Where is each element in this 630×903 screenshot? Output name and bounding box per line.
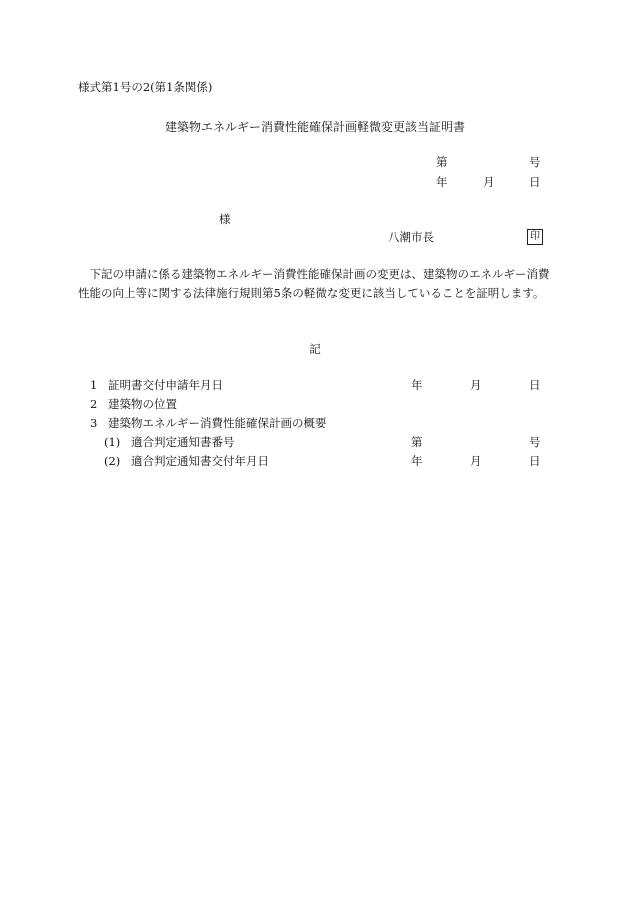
- item-number: (2): [104, 454, 121, 468]
- item-label: 適合判定通知書交付年月日: [131, 454, 269, 468]
- addressee-honorific: 様: [219, 212, 231, 226]
- item-number: (1): [104, 435, 121, 449]
- item-number-prefix: 第: [411, 435, 423, 449]
- item-year-label: 年: [411, 454, 423, 468]
- number-prefix: 第: [436, 155, 448, 169]
- item-year-label: 年: [411, 378, 423, 392]
- certification-body-text: 下記の申請に係る建築物エネルギー消費性能確保計画の変更は、建築物のエネルギー消費性能の向上等に関する法律施行規則第5条の軽微な変更に該当していることを証明します。: [78, 267, 550, 300]
- ki-heading: 記: [309, 342, 321, 356]
- item-month-label: 月: [470, 454, 482, 468]
- document-title: 建築物エネルギー消費性能確保計画軽微変更該当証明書: [164, 120, 465, 134]
- seal-stamp: 印: [527, 229, 543, 245]
- item-number: 3: [90, 416, 98, 430]
- item-label: 建築物エネルギー消費性能確保計画の概要: [108, 416, 327, 430]
- item-label: 建築物の位置: [108, 397, 177, 411]
- item-month-label: 月: [470, 378, 482, 392]
- number-suffix: 号: [529, 155, 541, 169]
- item-label: 証明書交付申請年月日: [108, 378, 223, 392]
- date-month-label: 月: [483, 175, 495, 189]
- item-number: 2: [90, 397, 98, 411]
- date-year-label: 年: [436, 175, 448, 189]
- form-label: 様式第1号の2(第1条関係): [78, 80, 213, 94]
- item-number: 1: [90, 378, 98, 392]
- issuer-name: 八潮市長: [388, 230, 434, 244]
- item-number-suffix: 号: [529, 435, 541, 449]
- item-day-label: 日: [529, 378, 541, 392]
- date-day-label: 日: [529, 175, 541, 189]
- item-day-label: 日: [529, 454, 541, 468]
- item-label: 適合判定通知書番号: [131, 435, 235, 449]
